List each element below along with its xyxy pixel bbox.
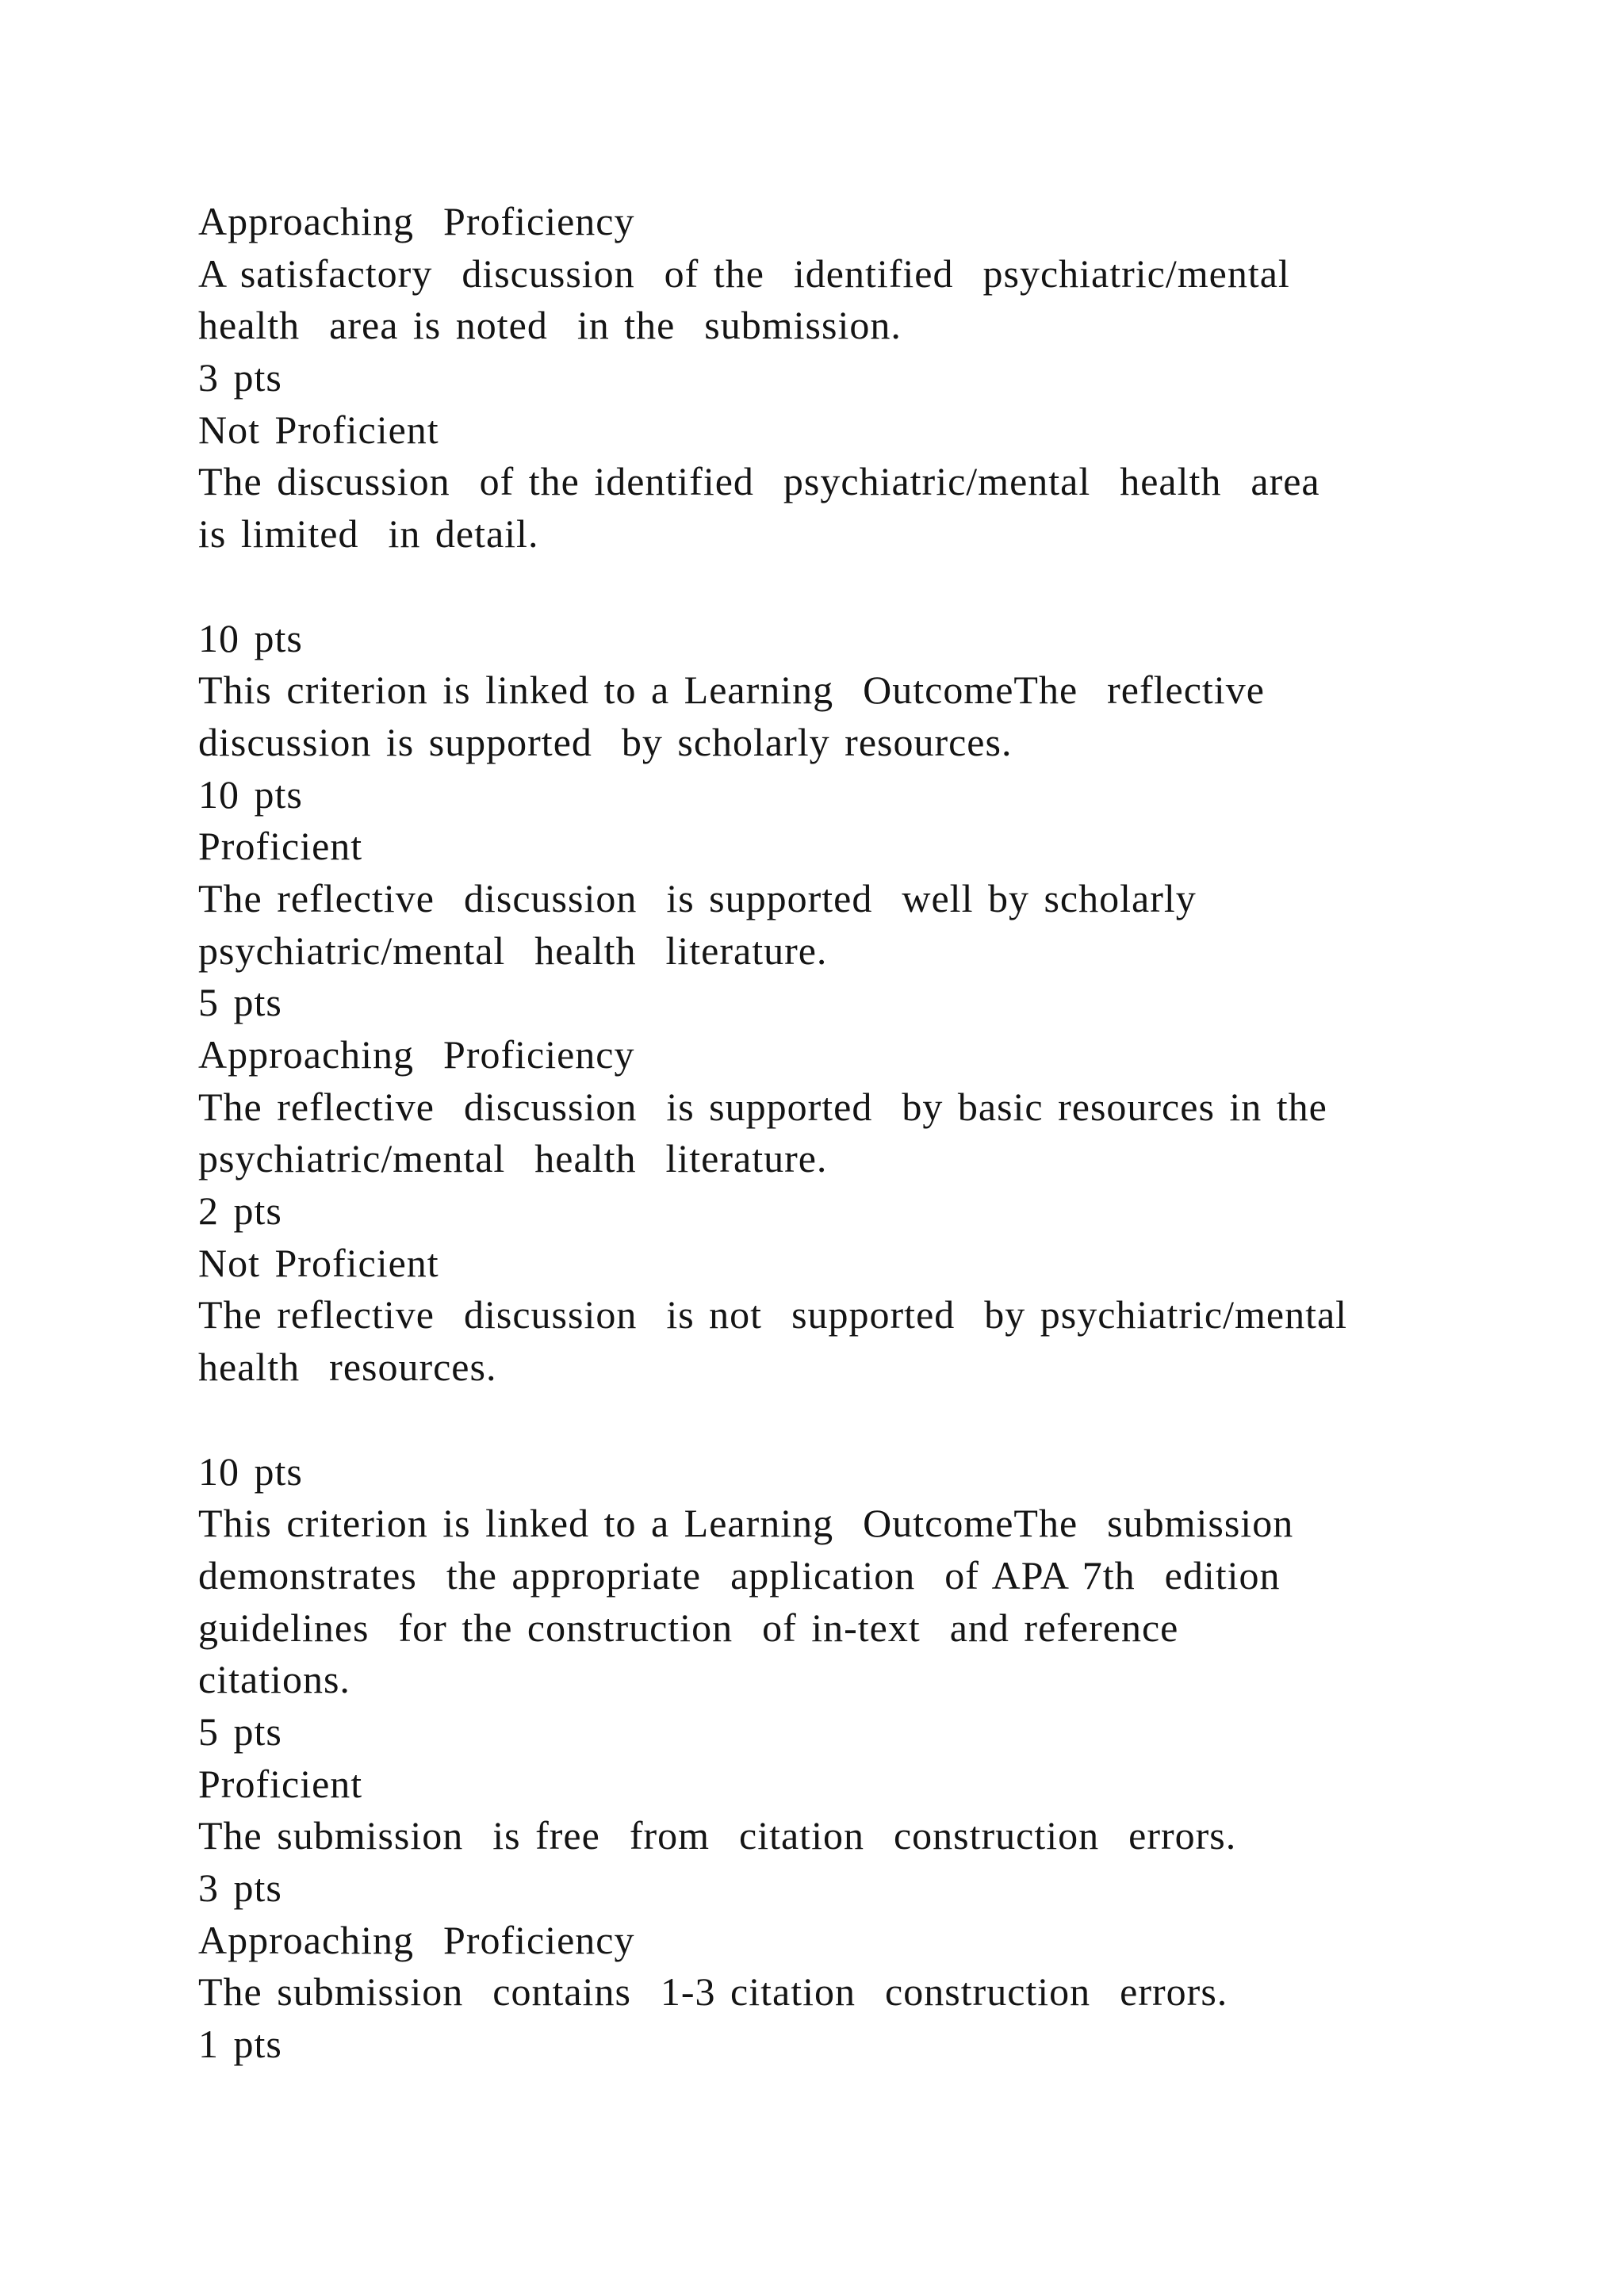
rating-points: 5 pts <box>198 980 282 1025</box>
rating-points: 2 pts <box>198 1188 282 1234</box>
rating-description: psychiatric/mental health literature. <box>198 928 828 973</box>
rating-description: psychiatric/mental health literature. <box>198 1136 828 1181</box>
rating-points: 10 pts <box>198 771 303 817</box>
rating-title: Approaching Proficiency <box>198 1917 635 1962</box>
rating-points: 3 pts <box>198 1866 282 1910</box>
criterion-description: demonstrates the appropriate application of APA 7th edition <box>198 1552 1281 1598</box>
rating-title: Approaching Proficiency <box>198 199 635 243</box>
criterion-description: guidelines for the construction of in-text and reference <box>198 1605 1179 1650</box>
rating-description: A satisfactory discussion of the identified psychiatric/mental <box>198 251 1290 296</box>
rating-title: Not Proficient <box>198 1240 439 1285</box>
criterion-description: This criterion is linked to a Learning OutcomeThe reflective <box>198 668 1265 713</box>
rating-description: health area is noted in the submission. <box>198 303 902 348</box>
rating-points: 5 pts <box>198 1709 282 1754</box>
rating-description: The submission contains 1-3 citation construction errors. <box>198 1969 1228 2015</box>
rating-description: The reflective discussion is supported by basic resources in the <box>198 1084 1327 1129</box>
rating-description: health resources. <box>198 1345 497 1390</box>
rating-points: 1 pts <box>198 2022 282 2067</box>
rating-title: Proficient <box>198 1761 363 1806</box>
rating-title: Not Proficient <box>198 407 439 452</box>
rubric-text <box>198 196 1483 2071</box>
rating-description: The reflective discussion is not supported by psychiatric/mental <box>198 1292 1348 1337</box>
blank-line <box>198 1394 1483 1446</box>
criterion-description: citations. <box>198 1657 350 1702</box>
rating-points: 3 pts <box>198 355 282 400</box>
rating-description: The reflective discussion is supported well by scholarly <box>198 875 1197 920</box>
rating-title: Approaching Proficiency <box>198 1032 635 1077</box>
rating-description: The discussion of the identified psychiatric/mental health area <box>198 459 1320 504</box>
rating-title: Proficient <box>198 824 363 869</box>
rating-description: is limited in detail. <box>198 511 539 557</box>
rating-description: The submission is free from citation construction errors. <box>198 1813 1237 1858</box>
criterion-description: This criterion is linked to a Learning OutcomeThe submission <box>198 1501 1294 1546</box>
criterion-points: 10 pts <box>198 1448 303 1494</box>
criterion-points: 10 pts <box>198 615 303 660</box>
blank-line <box>198 561 1483 613</box>
criterion-description: discussion is supported by scholarly resources. <box>198 719 1013 764</box>
